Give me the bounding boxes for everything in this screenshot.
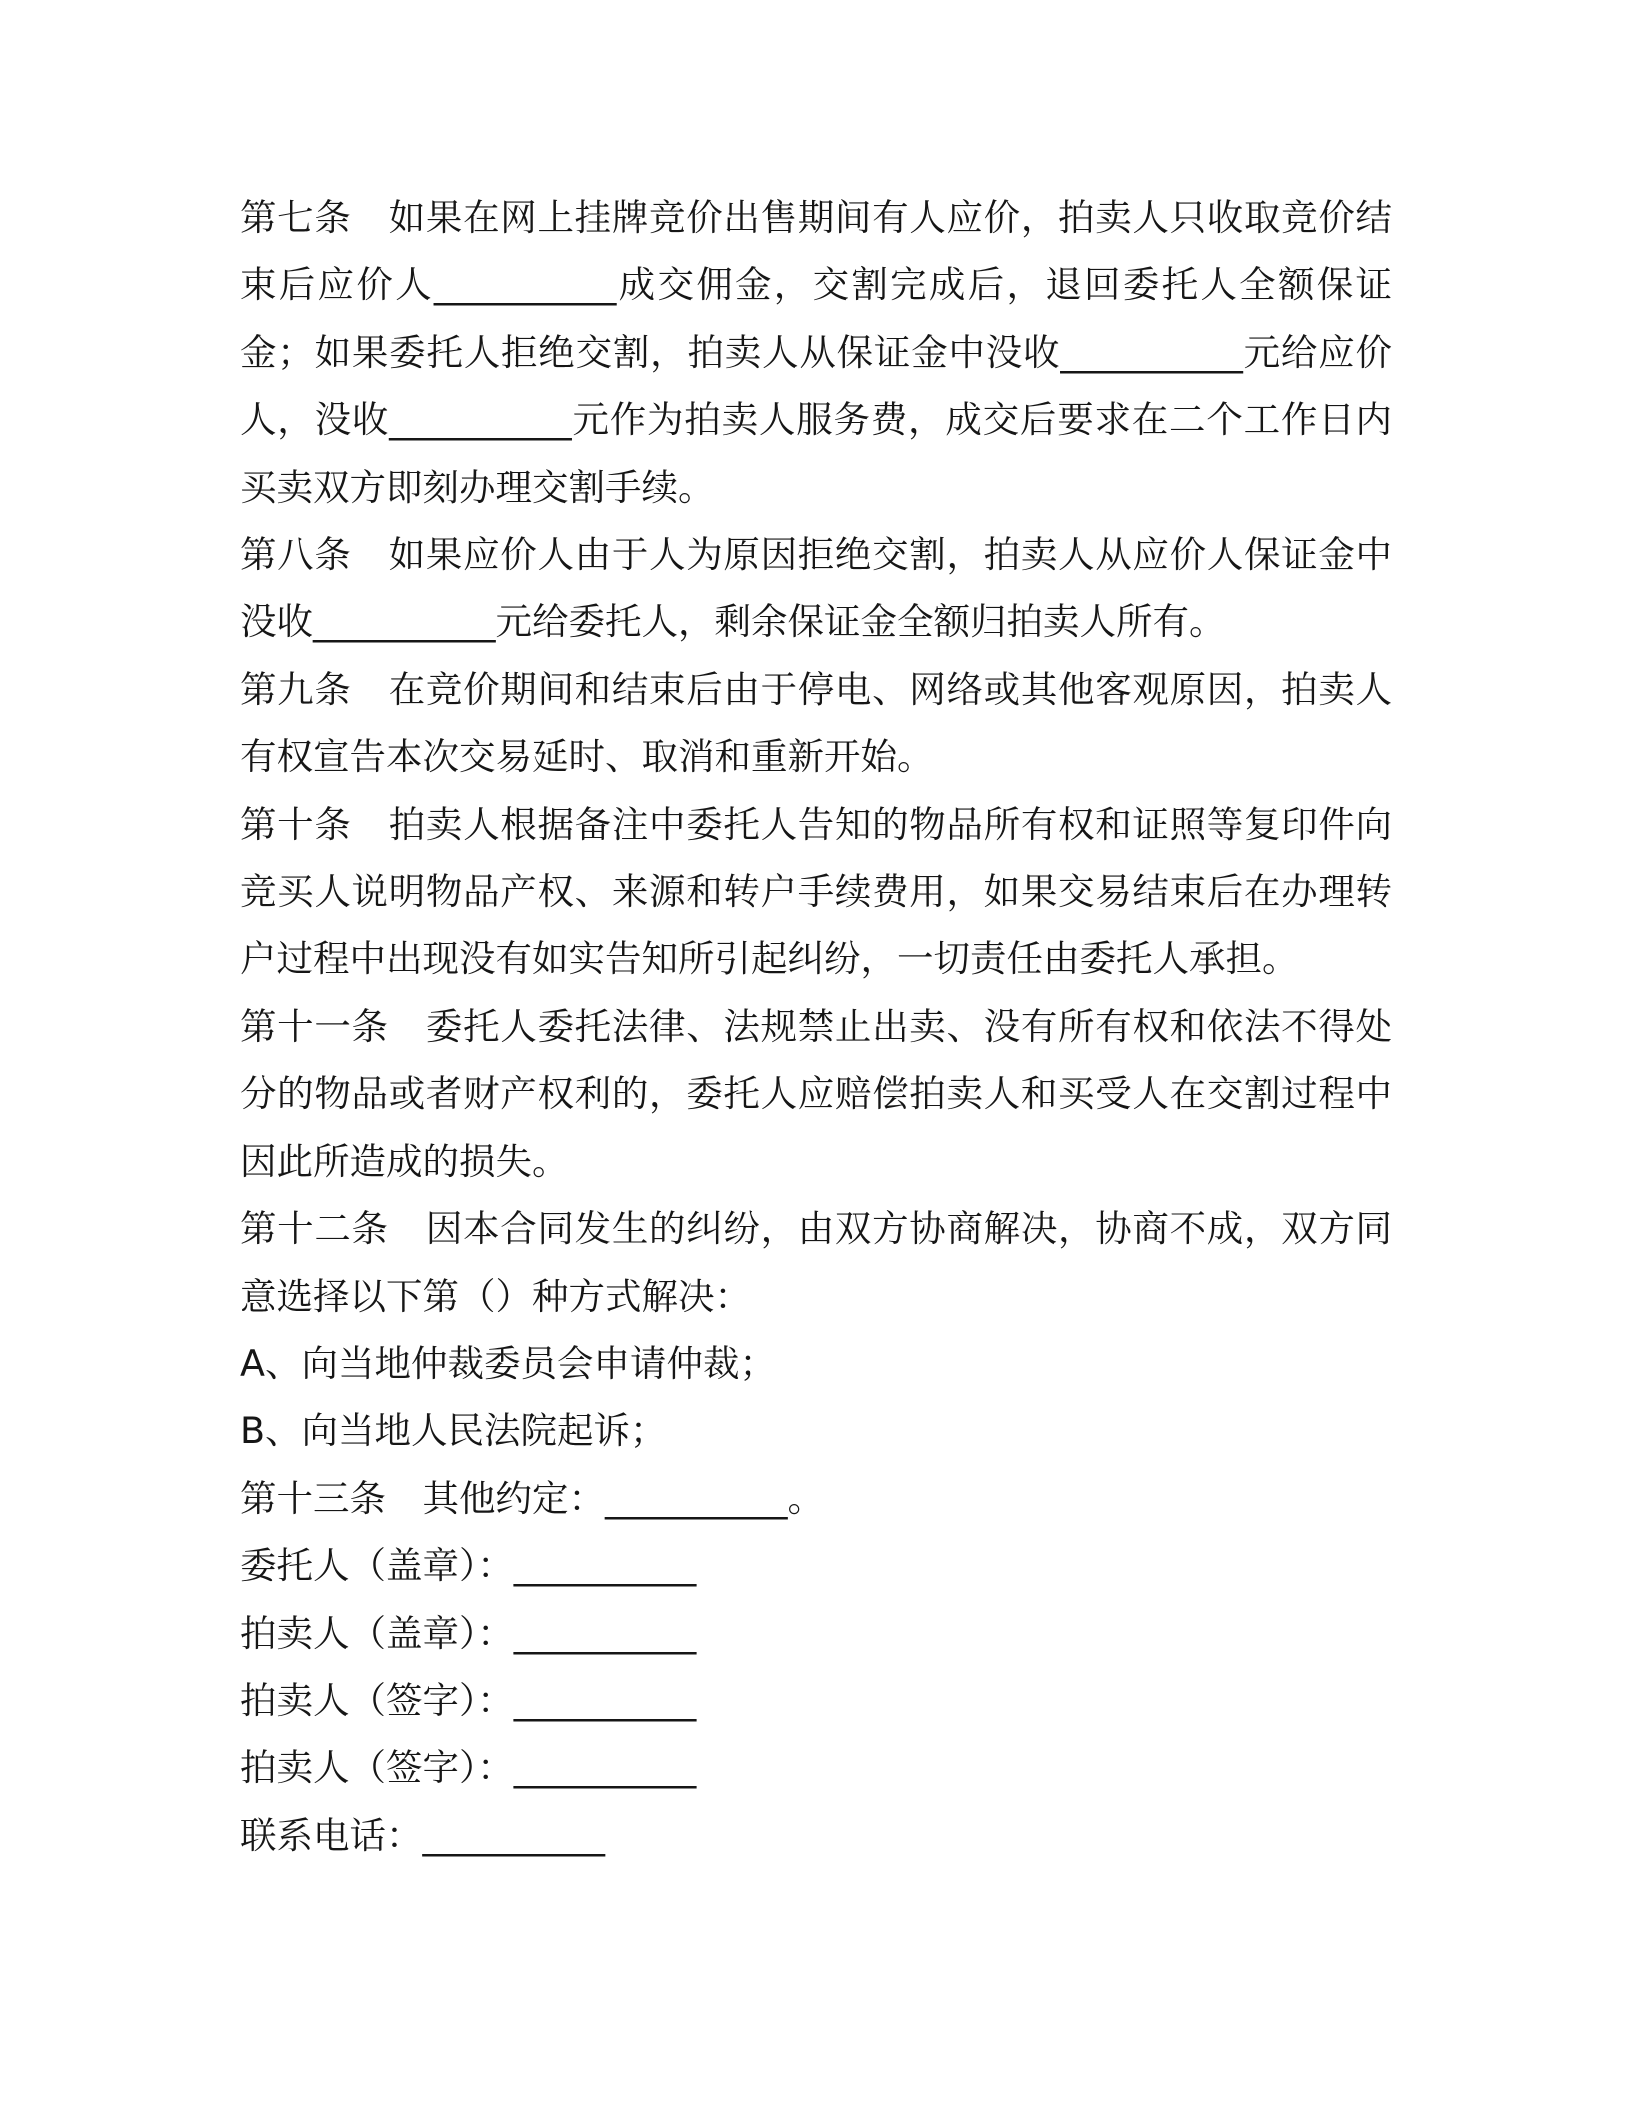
article-13: 第十三条 其他约定：__________。 <box>240 1476 824 1520</box>
article-9: 第九条 在竞价期间和结束后由于停电、网络或其他客观原因，拍卖人有权宣告本次交易延时、取消和重新开始。 <box>240 667 1392 779</box>
auctioneer-sign-field-2: 拍卖人（签字）：__________ <box>240 1746 697 1790</box>
option-a: A、向当地仲裁委员会申请仲裁； <box>240 1341 776 1385</box>
phone-field: 联系电话：__________ <box>240 1813 605 1857</box>
article-11: 第十一条 委托人委托法律、法规禁止出卖、没有所有权和依法不得处分的物品或者财产权利的，委托人应赔偿拍卖人和买受人在交割过程中因此所造成的损失。 <box>240 1004 1392 1183</box>
auctioneer-seal-field: 拍卖人（盖章）：__________ <box>240 1611 697 1655</box>
document-page <box>240 184 1392 1869</box>
article-8: 第八条 如果应价人由于人为原因拒绝交割，拍卖人从应价人保证金中没收__________元给委托人，剩余保证金全额归拍卖人所有。 <box>240 533 1392 644</box>
article-10: 第十条 拍卖人根据备注中委托人告知的物品所有权和证照等复印件向竞买人说明物品产权、来源和转户手续费用，如果交易结束后在办理转户过程中出现没有如实告知所引起纠纷，一切责任由委托人承担。 <box>240 802 1392 981</box>
article-12: 第十二条 因本合同发生的纠纷，由双方协商解决，协商不成，双方同意选择以下第（）种方式解决： <box>240 1207 1392 1318</box>
option-b: B、向当地人民法院起诉； <box>240 1409 667 1453</box>
auctioneer-sign-field-1: 拍卖人（签字）：__________ <box>240 1678 697 1722</box>
article-7: 第七条 如果在网上挂牌竞价出售期间有人应价，拍卖人只收取竞价结束后应价人__________成交佣金，交割完成后，退回委托人全额保证金；如果委托人拒绝交割，拍卖人从保证金中没收__________元给应价人，没收__________元作为拍卖人服务费，成交后要求在二个工作日内买卖双方即刻办理交割手续。 <box>240 196 1392 509</box>
principal-seal-field: 委托人（盖章）：__________ <box>240 1544 697 1588</box>
